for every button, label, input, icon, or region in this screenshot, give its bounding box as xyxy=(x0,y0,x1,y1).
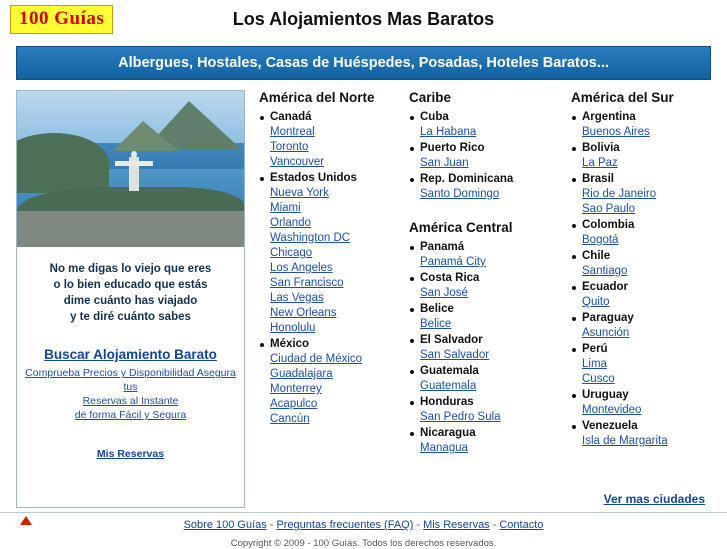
city-link[interactable]: Chicago xyxy=(270,247,313,259)
list-item xyxy=(409,426,561,456)
cta-sub-line[interactable]: de forma Fácil y Segura xyxy=(74,409,187,421)
city-link[interactable]: Washington DC xyxy=(270,232,351,244)
region-title: Caribe xyxy=(409,90,452,105)
country-name: Puerto Rico xyxy=(409,141,561,156)
list-item xyxy=(571,110,703,140)
city-link[interactable]: Managua xyxy=(420,442,468,454)
list-item xyxy=(259,337,399,427)
city-link[interactable]: Rio de Janeiro xyxy=(582,188,657,200)
city-link[interactable]: San Francisco xyxy=(270,277,344,289)
country-name: Brasil xyxy=(571,172,703,187)
city-link[interactable]: Lima xyxy=(582,358,607,370)
city-link[interactable]: Las Vegas xyxy=(270,292,324,304)
site-logo[interactable]: 100 Guías xyxy=(10,5,113,34)
list-item xyxy=(571,218,703,248)
list-item xyxy=(571,311,703,341)
city-link[interactable]: Buenos Aires xyxy=(582,126,650,138)
footer-link[interactable]: Preguntas frecuentes (FAQ) xyxy=(276,519,414,531)
city-link[interactable]: Vancouver xyxy=(270,156,325,168)
list-item xyxy=(409,333,561,363)
city-link[interactable]: Toronto xyxy=(270,141,309,153)
country-name: Bolivia xyxy=(571,141,703,156)
city-link[interactable]: La Habana xyxy=(420,126,477,138)
city-link[interactable]: Guatemala xyxy=(420,380,477,392)
footer-separator: - xyxy=(269,519,274,531)
country-name: Estados Unidos xyxy=(259,171,399,186)
city-link[interactable]: Sao Paulo xyxy=(582,203,636,215)
country-name: Argentina xyxy=(571,110,703,125)
country-name: México xyxy=(259,337,399,352)
list-item xyxy=(259,110,399,170)
city-link[interactable]: Ciudad de México xyxy=(270,353,363,365)
city-link[interactable]: Cusco xyxy=(582,373,615,385)
city-link[interactable]: San José xyxy=(420,287,468,299)
list-item xyxy=(409,271,561,301)
category-banner xyxy=(16,46,711,80)
country-name: El Salvador xyxy=(409,333,561,348)
list-item xyxy=(571,342,703,387)
cta-sub-line[interactable]: Comprueba Precios y Disponibilidad Asegura tus xyxy=(25,367,236,393)
main-content xyxy=(16,90,713,508)
city-link[interactable]: Asunción xyxy=(582,327,630,339)
list-item xyxy=(571,388,703,418)
list-item xyxy=(409,364,561,394)
quote-line: No me digas lo viejo que eres xyxy=(49,263,212,275)
city-link[interactable]: Orlando xyxy=(270,217,311,229)
list-item xyxy=(409,110,561,140)
more-cities-link[interactable]: Ver mas ciudades xyxy=(603,492,705,506)
city-link[interactable]: Monterrey xyxy=(270,383,322,395)
footer-link[interactable]: Contacto xyxy=(499,519,544,531)
list-item xyxy=(409,395,561,425)
cta-sub-line[interactable]: Reservas al Instante xyxy=(82,395,179,407)
city-link[interactable]: Isla de Margarita xyxy=(582,435,668,447)
country-list xyxy=(409,240,561,456)
country-list xyxy=(259,110,399,427)
destinations-columns xyxy=(245,90,713,508)
country-name: Uruguay xyxy=(571,388,703,403)
city-link[interactable]: Cancún xyxy=(270,413,310,425)
city-link[interactable]: Santiago xyxy=(582,265,628,277)
country-name: Canadá xyxy=(259,110,399,125)
page-header xyxy=(0,0,727,40)
column-south-america xyxy=(571,90,713,508)
city-link[interactable]: San Pedro Sula xyxy=(420,411,501,423)
city-link[interactable]: Belice xyxy=(420,318,452,330)
column-caribbean-central xyxy=(409,90,571,508)
search-cta-sub xyxy=(17,366,244,422)
page-footer xyxy=(0,512,727,549)
rio-de-janeiro-photo xyxy=(17,91,244,247)
city-link[interactable]: Los Angeles xyxy=(270,262,333,274)
country-name: Nicaragua xyxy=(409,426,561,441)
city-link[interactable]: Santo Domingo xyxy=(420,188,500,200)
country-list xyxy=(409,110,561,202)
list-item xyxy=(571,172,703,217)
footer-link[interactable]: Sobre 100 Guías xyxy=(183,519,267,531)
list-item xyxy=(571,249,703,279)
my-reservations-link[interactable]: Mis Reservas xyxy=(96,448,165,460)
search-accommodation-link[interactable]: Buscar Alojamiento Barato xyxy=(44,347,217,362)
city-link[interactable]: Bogotá xyxy=(582,234,619,246)
city-link[interactable]: Nueva York xyxy=(270,187,329,199)
quote-line: dime cuánto has viajado xyxy=(63,295,198,307)
country-name: Costa Rica xyxy=(409,271,561,286)
list-item xyxy=(409,172,561,202)
footer-separator: - xyxy=(416,519,421,531)
country-list xyxy=(571,110,703,449)
region-title: América del Norte xyxy=(259,90,375,105)
city-link[interactable]: Montevideo xyxy=(582,404,642,416)
region-title: América del Sur xyxy=(571,90,674,105)
city-link[interactable]: Miami xyxy=(270,202,301,214)
quote-line: y te diré cuánto sabes xyxy=(70,311,191,323)
city-link[interactable]: La Paz xyxy=(582,157,618,169)
my-reservations-block xyxy=(17,448,244,460)
city-link[interactable]: Honolulu xyxy=(270,322,316,334)
country-name: Honduras xyxy=(409,395,561,410)
country-name: Belice xyxy=(409,302,561,317)
country-name: Cuba xyxy=(409,110,561,125)
country-name: Paraguay xyxy=(571,311,703,326)
country-name: Colombia xyxy=(571,218,703,233)
city-link[interactable]: Quito xyxy=(582,296,610,308)
left-panel xyxy=(16,90,245,508)
city-link[interactable]: Acapulco xyxy=(270,398,318,410)
country-name: Ecuador xyxy=(571,280,703,295)
list-item xyxy=(409,302,561,332)
country-name: Panamá xyxy=(409,240,561,255)
region-title: América Central xyxy=(409,220,513,235)
column-north-america xyxy=(259,90,409,508)
search-cta-block xyxy=(17,347,244,422)
city-link[interactable]: Guadalajara xyxy=(270,368,333,380)
city-link[interactable]: Montreal xyxy=(270,126,315,138)
country-name: Rep. Dominicana xyxy=(409,172,561,187)
page-title: Los Alojamientos Mas Baratos xyxy=(232,9,495,29)
country-name: Guatemala xyxy=(409,364,561,379)
list-item xyxy=(259,171,399,336)
country-name: Chile xyxy=(571,249,703,264)
list-item xyxy=(409,141,561,171)
footer-separator: - xyxy=(492,519,497,531)
copyright-text: Copyright © 2009 - 100 Guías. Todos los derechos reservados. xyxy=(230,538,497,549)
city-link[interactable]: New Orleans xyxy=(270,307,337,319)
list-item xyxy=(571,419,703,449)
list-item xyxy=(571,280,703,310)
list-item xyxy=(571,141,703,171)
city-link[interactable]: Panamá City xyxy=(420,256,486,268)
city-link[interactable]: San Salvador xyxy=(420,349,490,361)
city-link[interactable]: San Juan xyxy=(420,157,469,169)
footer-links xyxy=(184,519,544,531)
more-cities-block xyxy=(604,492,705,506)
quote-line: o lo bien educado que estás xyxy=(53,279,208,291)
footer-link[interactable]: Mis Reservas xyxy=(423,519,490,531)
country-name: Venezuela xyxy=(571,419,703,434)
travel-quote xyxy=(25,261,236,325)
list-item xyxy=(409,240,561,270)
country-name: Perú xyxy=(571,342,703,357)
category-banner-text: Albergues, Hostales, Casas de Huéspedes, Posadas, Hoteles Baratos... xyxy=(118,55,609,71)
